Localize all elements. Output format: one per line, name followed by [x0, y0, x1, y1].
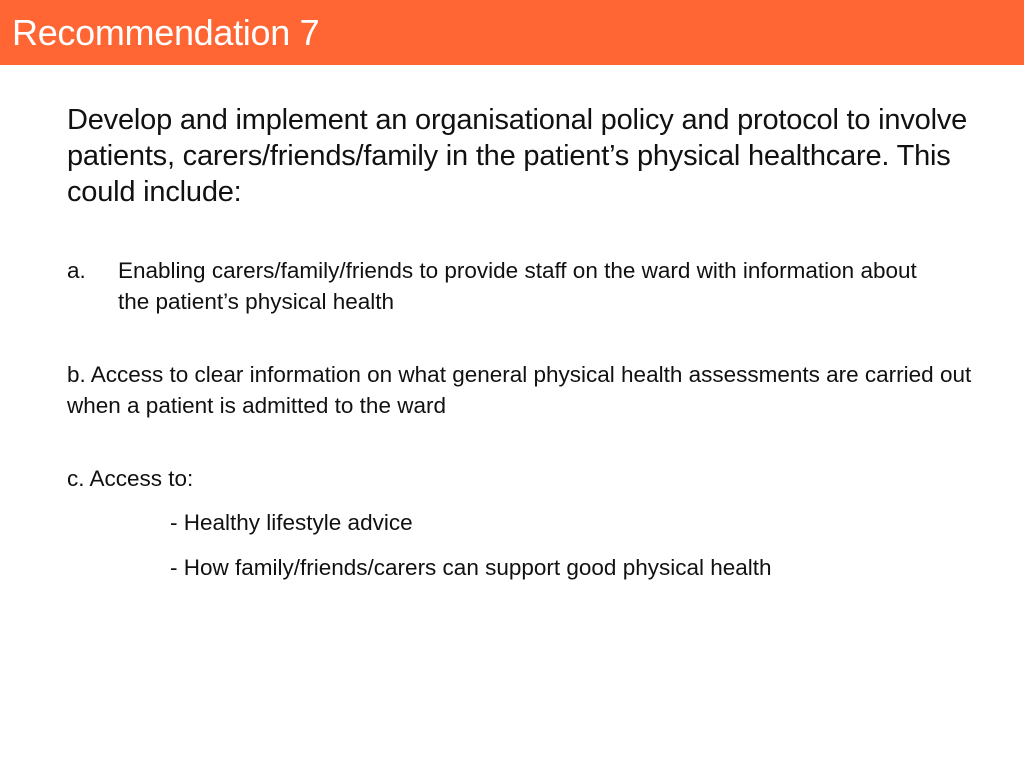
list-item-c: c. Access to:: [67, 466, 194, 491]
intro-paragraph: Develop and implement an organisational policy and protocol to involve patients, carers/friends/family in the patient’s physical healthcare. This could include:: [67, 104, 968, 208]
list-item-a-marker: a.: [67, 258, 86, 283]
sub-item-healthy-lifestyle: - Healthy lifestyle advice: [170, 510, 413, 535]
list-item-b: b. Access to clear information on what general physical health assessments are carried out when a patient is admitted to the ward: [67, 362, 972, 418]
list-item-a-text: Enabling carers/family/friends to provide staff on the ward with information about the patient’s physical health: [118, 258, 917, 314]
list-item-a: [67, 255, 947, 317]
sub-item-family-support: - How family/friends/carers can support good physical health: [170, 555, 772, 580]
slide-title: Recommendation 7: [12, 11, 320, 53]
title-bar: [0, 0, 1024, 65]
